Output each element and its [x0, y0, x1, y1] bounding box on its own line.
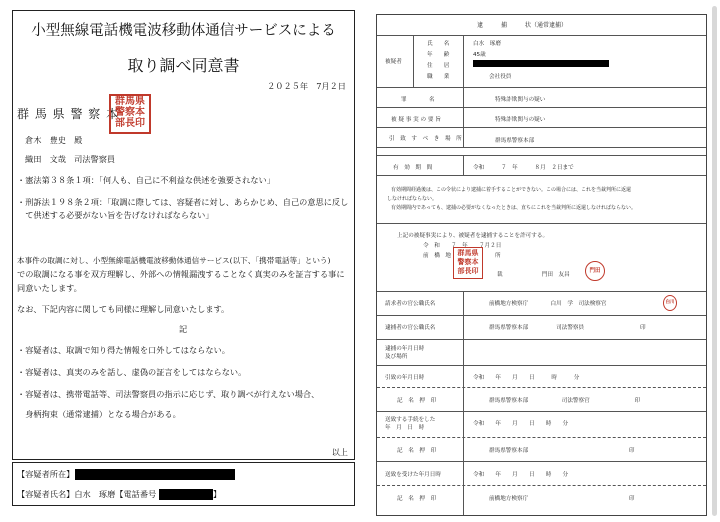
court-seal: 群馬県 警察本 部長印	[453, 247, 483, 279]
addressee-chief: 倉木 豊史 殿	[25, 135, 83, 145]
job-value: 会社役員	[489, 74, 512, 80]
validity-note-line2: しなければならない。	[387, 196, 438, 202]
facts-label: 被 疑 事 実 の 要 旨	[391, 117, 441, 123]
column-divider	[463, 35, 464, 87]
seal-value-2: 群馬県警察本部 印	[489, 448, 635, 454]
age-label: 年 齢	[427, 52, 450, 58]
row-divider	[377, 365, 706, 366]
row-divider	[377, 223, 706, 224]
address-label: 住 居	[427, 63, 450, 69]
column-divider	[463, 291, 464, 515]
job-label: 職 業	[427, 74, 450, 80]
requester-label: 請求者の官公職氏名	[385, 301, 436, 307]
row-divider	[377, 339, 706, 340]
seal-label-3: 記 名 押 印	[397, 496, 437, 502]
crime-label: 罪 名	[401, 97, 435, 103]
seal-label-2: 記 名 押 印	[397, 448, 437, 454]
row-divider	[377, 155, 706, 156]
validity-value: 令和 ７ 年 ８月 ２日まで	[473, 165, 574, 171]
suspect-label: 被疑者	[385, 59, 402, 65]
closing-ijou: 以上	[331, 447, 348, 457]
redacted-phone	[159, 489, 213, 500]
arrester-label: 逮捕者の官公職氏名	[385, 325, 436, 331]
seal-value-1: 群馬県警察本部 司法警察官 印	[489, 398, 641, 404]
row-divider	[377, 387, 706, 388]
name-value: 白水 琢磨	[473, 41, 501, 47]
permit-date: 令 和 ７ 年 ７月２日	[423, 243, 502, 249]
row-divider	[377, 35, 706, 36]
facts-value: 特殊詐欺関与の疑い	[495, 117, 546, 123]
row-divider	[377, 87, 706, 88]
warrant-title: 逮 捕 状（通常逮捕）	[477, 22, 568, 29]
send-date-label: 送致する手続をした 年 月 日 時	[385, 417, 436, 431]
custody-place-label: 引 致 す べ き 場 所	[389, 136, 462, 142]
scrollbar[interactable]	[712, 6, 717, 516]
judge-seal: 門田	[585, 261, 605, 281]
row-divider	[377, 291, 706, 292]
body-line1: 本事件の取調に対し、小型無線電話機電波移動体通信サービス(以下、「携帯電話等」という)	[17, 256, 331, 265]
requester-seal: 白川	[663, 295, 677, 311]
custody-date-label: 引致の年月日時	[385, 375, 425, 381]
suspect-name-label: 【容疑者氏名】白水 琢磨【電話番号	[17, 489, 157, 499]
document-title-line1: 小型無線電話機電波移動体通信サービスによる	[31, 23, 336, 39]
receive-date-label: 送致を受けた年月日時	[385, 472, 441, 478]
crime-value: 特殊詐欺関与の疑い	[495, 97, 546, 103]
column-divider	[463, 87, 464, 147]
body-line4: なお、下記内容に関しても同様に理解し同意いたします。	[17, 304, 230, 314]
body-line3: 同意いたします。	[17, 283, 82, 293]
row-divider	[377, 175, 706, 176]
validity-note-line3: 有効期間内であっても、逮捕の必要がなくなったときは、直ちにこれを当裁判所に返還しなければならない。	[391, 205, 636, 211]
name-label: 氏 名	[427, 41, 450, 47]
receive-date-value: 令和 年 月 日 時 分	[473, 472, 569, 478]
arrester-value: 群馬県警察本部 司法警察員 印	[489, 325, 646, 331]
validity-label: 有 効 期 間	[393, 165, 433, 171]
document-title: 取り調べ同意書	[127, 56, 240, 75]
send-date-value: 令和 年 月 日 時 分	[473, 421, 569, 427]
document-date: ２０２５年 7月２日	[267, 81, 346, 91]
validity-note-line1: 有効期間経過後は、この令状により逮捕に着手することができない。この場合には、これを当裁判所に返還	[391, 187, 632, 193]
item-compliance-line2: 身柄拘束（通常逮捕）となる場合がある。	[17, 409, 181, 419]
ki-heading: 記	[179, 324, 188, 334]
redacted-address	[75, 469, 235, 480]
custody-place-value: 群馬県警察本部	[495, 138, 535, 144]
row-divider	[377, 127, 706, 128]
suspect-info-box	[12, 462, 355, 506]
seal-label-1: 記 名 押 印	[397, 398, 437, 404]
requester-value: 前橋地方検察庁 白川 学 司法検察官	[489, 301, 607, 307]
age-value: 45歳	[473, 52, 486, 58]
closing-bracket: 】	[213, 489, 222, 499]
item-confidentiality: ・容疑者は、取調で知り得た情報を口外してはならない。	[17, 345, 230, 355]
column-divider	[463, 155, 464, 175]
arrest-warrant-document	[376, 14, 707, 516]
row-divider	[377, 107, 706, 108]
body-line2: での取調になる事を双方理解し、外部への情報漏洩することなく真実のみを証言する事に	[17, 269, 345, 279]
row-divider	[377, 411, 706, 412]
row-divider	[377, 147, 706, 148]
addressee-officer: 織田 文哉 司法警察員	[25, 154, 116, 164]
procedure-clause-line1: ・刑訴法１９８条２項：「取調に際しては、容疑者に対し、あらかじめ、自己の意思に反し	[17, 197, 349, 207]
permit-statement: 上記の被疑事実により、被疑者を逮捕することを許可する。	[397, 233, 549, 239]
judge-name: 裁 門田 友昌	[497, 272, 570, 278]
police-office-name: 群 馬 県 警 察 本	[17, 107, 120, 121]
row-divider	[377, 437, 706, 438]
consent-document	[12, 10, 355, 460]
constitution-clause: ・憲法第３８条１項：「何人も、自己に不利益な供述を強要されない」	[17, 175, 275, 185]
row-divider	[377, 315, 706, 316]
suspect-address-label: 【容疑者所在】	[17, 469, 75, 479]
arrest-date-label: 逮捕の年月日時 及び場所	[385, 346, 425, 360]
official-seal: 群馬県 警察本 部長印	[109, 94, 151, 134]
court-suffix: 所	[495, 253, 501, 259]
column-divider	[413, 35, 414, 87]
item-truth: ・容疑者は、真実のみを話し、虚偽の証言をしてはならない。	[17, 367, 247, 377]
redacted-residence	[473, 60, 609, 67]
seal-value-3: 前橋地方検察庁 印	[489, 496, 635, 502]
row-divider	[377, 461, 706, 462]
procedure-clause-line2: て供述する必要がない旨を告げなければならない」	[17, 210, 214, 220]
item-compliance-line1: ・容疑者は、携帯電話等、司法警察員の指示に応じず、取り調べが行えない場合、	[17, 389, 320, 399]
court-name: 前 橋 地	[423, 253, 451, 259]
row-divider	[377, 485, 706, 486]
custody-date-value: 令和 年 月 日 時 分	[473, 375, 580, 381]
